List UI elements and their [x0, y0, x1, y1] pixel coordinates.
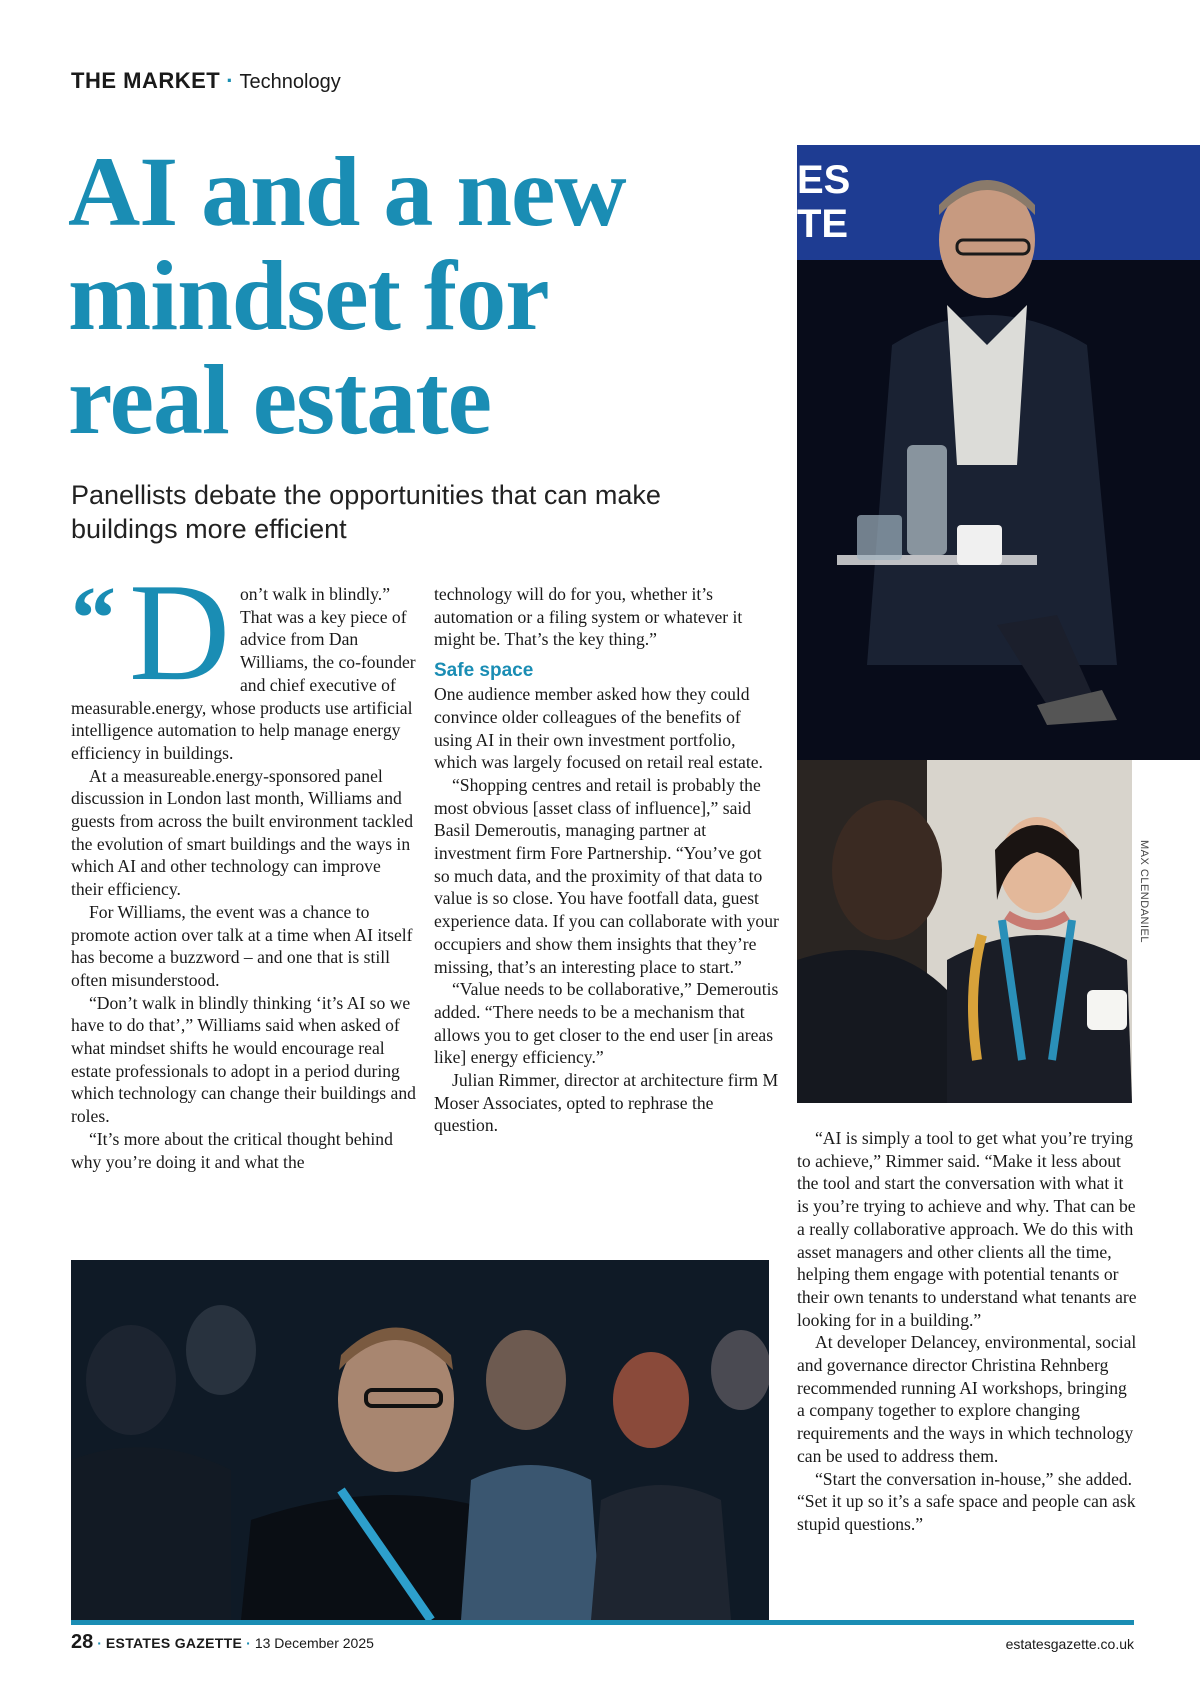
svg-text:TE: TE: [797, 202, 849, 246]
paragraph: technology will do for you, whether it’s automation or a filing system or whatever it might be. That’s the key thing.”: [434, 584, 743, 650]
subsection-label: Technology: [239, 71, 341, 93]
folio-separator: ·: [97, 1635, 102, 1651]
paragraph: “It’s more about the critical thought behind why you’re doing it and what the: [71, 1128, 393, 1172]
drop-cap: D: [129, 555, 231, 710]
website-link[interactable]: estatesgazette.co.uk: [1005, 1636, 1134, 1652]
paragraph: Julian Rimmer, director at architecture firm M Moser Associates, opted to rephrase the question.: [434, 1070, 779, 1136]
paragraph: on’t walk in blindly.” That was a key piece of advice from Dan Williams, the co-founder and chief executive of measurable.energy, whose products use artificial intelligence automation to help manage energy efficiency in buildings.: [71, 584, 416, 763]
kicker-separator: ·: [226, 68, 234, 93]
audience-rows-photo: [71, 1260, 769, 1620]
article-column-3: [797, 1127, 1137, 1536]
open-quote-mark: “: [71, 569, 116, 668]
footer-rule: [71, 1620, 1134, 1625]
panellist-photo-art: [797, 145, 1200, 760]
article-column-2: [434, 583, 779, 1137]
drop-cap-block: [71, 555, 238, 710]
page-number: 28: [71, 1631, 94, 1653]
issue-date: 13 December 2025: [254, 1635, 374, 1651]
paragraph: One audience member asked how they could convince older colleagues of the benefits of using AI in their own investment portfolio, which was largely focused on retail real estate.: [434, 684, 763, 773]
audience-photo: [797, 760, 1132, 1103]
audience-photo-art: [797, 760, 1132, 1103]
section-kicker: [71, 68, 341, 94]
publication-name: ESTATES GAZETTE: [105, 1635, 243, 1651]
headline: AI and a new mindset for real estate: [68, 136, 626, 455]
paragraph: “AI is simply a tool to get what you’re trying to achieve,” Rimmer said. “Make it less about the tool and start the conversation with what it is you’re trying to achieve and why. That can be a really collaborative approach. We do this with asset managers and other clients all the time, helping them engage with potential tenants or their own tenants to understand what tenants are looking for in a building.”: [797, 1128, 1137, 1330]
subheading: Safe space: [434, 660, 534, 682]
article-column-1: [71, 555, 416, 1173]
paragraph: “Shopping centres and retail is probably the most obvious [asset class of influence],” said Basil Demeroutis, managing partner at investment firm Fore Partnership. “You’ve got so much data, and the proximity of that data to value is so close. You have footfall data, guest experience data. If you can collaborate with your occupiers and show them insights that they’re missing, that’s an interesting place to start.”: [434, 774, 779, 977]
standfirst: Panellists debate the opportunities that can make buildings more efficient: [71, 480, 661, 544]
folio-separator: ·: [246, 1635, 251, 1651]
paragraph: At a measureable.energy-sponsored panel discussion in London last month, Williams and guests from across the built environment tackled the evolution of smart buildings and the ways in which AI and other technology can improve their efficiency.: [71, 765, 414, 900]
paragraph: At developer Delancey, environmental, social and governance director Christina Rehnberg recommended running AI workshops, bringing a company together to explore changing requirements and the ways in which technology can be used to address them.: [797, 1332, 1137, 1466]
paragraph: For Williams, the event was a chance to promote action over talk at a time when AI itself has become a buzzword – and one that is still often misunderstood.: [71, 901, 413, 990]
section-label: THE MARKET: [71, 68, 221, 93]
paragraph: “Start the conversation in-house,” she added. “Set it up so it’s a safe space and people can ask stupid questions.”: [797, 1468, 1136, 1534]
svg-text:ES: ES: [797, 158, 851, 202]
paragraph: “Value needs to be collaborative,” Demeroutis added. “There needs to be a mechanism that allows you to get closer to the end user [in areas like] energy efficiency.”: [434, 979, 779, 1068]
photo-credit: MAX CLENDANIEL: [1138, 840, 1150, 943]
audience-rows-photo-art: [71, 1260, 769, 1620]
footer-folio: [71, 1631, 374, 1654]
paragraph: “Don’t walk in blindly thinking ‘it’s AI so we have to do that’,” Williams said when asked of what mindset shifts he would encourage real estate professionals to adopt in a period during which technology can change their buildings and roles.: [71, 992, 416, 1127]
panellist-photo: [797, 145, 1200, 760]
